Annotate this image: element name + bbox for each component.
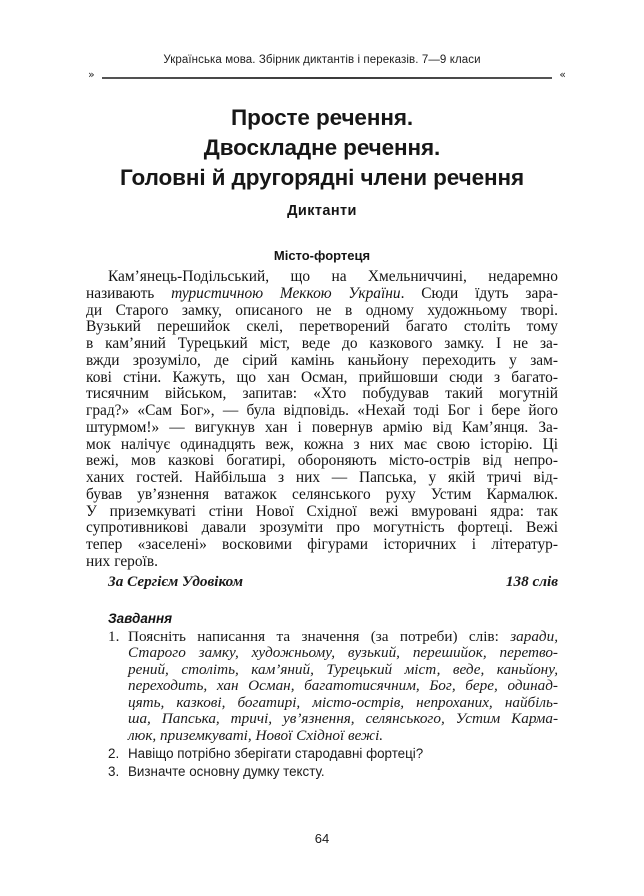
plain-text: ханих гостей. Найбільша з них — Папська, у якій тричі від- xyxy=(86,469,558,486)
page-number: 64 xyxy=(314,831,330,846)
plain-text: в кам’яний Турецький міст, веде до казкового замку. І не за- xyxy=(86,335,558,352)
plain-text: Вузький перешийок скелі, перетворений багато століть тому xyxy=(86,318,558,336)
text-line xyxy=(128,695,558,712)
page-title xyxy=(52,103,592,193)
task-number: 2. xyxy=(108,745,120,761)
page-title-line-2: Двоскладне речення. xyxy=(203,135,441,161)
plain-text: У приземкуваті стіни Нової Східної вежі вмуровані ядра: так xyxy=(86,502,558,520)
task-text xyxy=(128,763,558,781)
emphasis-text: ша, Папська, тричі, ув’язнення, селянського, Устим Карма- xyxy=(128,710,558,728)
text-line xyxy=(128,745,558,763)
text-line xyxy=(86,520,558,537)
header-rule xyxy=(88,68,566,83)
word-count: 138 слів xyxy=(505,572,558,590)
dictation-body xyxy=(86,269,558,571)
text-line xyxy=(128,728,558,745)
emphasis-text: рений, століть, кам’яний, Турецький міст, веде, каньйону, xyxy=(128,660,558,678)
page-title-line-1: Просте речення. xyxy=(231,105,413,131)
text-line xyxy=(86,537,558,554)
task-item xyxy=(108,745,558,763)
text-line xyxy=(86,437,558,454)
plain-text: вжди зрозуміло, де сірий камінь каньйону переходить у зам- xyxy=(86,351,558,369)
text-line xyxy=(86,386,558,403)
plain-text: . Сюди їдуть зара- xyxy=(400,284,558,302)
plain-text: ди Старого замку, описаного не в одному художньому творі. xyxy=(86,301,558,319)
emphasis-text: переходить, хан Осман, багатотисячним, Бог, бере, одинад- xyxy=(128,677,558,695)
task-number: 1. xyxy=(108,627,120,645)
chevron-right-icon: « xyxy=(559,68,566,81)
text-line xyxy=(128,645,558,662)
text-line xyxy=(128,763,558,781)
dictation-title: Місто-фортеця xyxy=(273,248,371,263)
text-line xyxy=(86,370,558,387)
plain-text: кові стіни. Кажуть, що хан Осман, прийшовши сюди з багато- xyxy=(86,368,558,386)
text-line xyxy=(128,662,558,679)
plain-text: супротивникові давали зрозуміти про могутність фортеці. Вежі xyxy=(86,519,558,537)
text-line xyxy=(86,303,558,320)
text-line xyxy=(86,336,558,353)
task-text xyxy=(128,745,558,763)
plain-text: Поясніть написання та значення (за потреби) слів: xyxy=(128,627,511,645)
text-line xyxy=(86,453,558,470)
section-heading: Диктанти xyxy=(287,203,357,219)
text-line xyxy=(86,319,558,336)
tasks-list xyxy=(108,629,558,781)
text-line xyxy=(86,269,558,286)
task-item xyxy=(108,763,558,781)
plain-text: них героїв. xyxy=(86,552,158,570)
plain-text: Навіщо потрібно зберігати стародавні фортеці? xyxy=(128,745,424,761)
plain-text: штурмом!» — вигукнув хан і повернув армію від Кам’янця. За- xyxy=(86,418,558,436)
content-area xyxy=(86,248,558,781)
plain-text: град?» «Сам Бог», — була відповідь. «Нехай тоді Бог і бере його xyxy=(86,402,558,419)
text-line xyxy=(128,711,558,728)
emphasis-text: туристичною Меккою України xyxy=(171,284,401,302)
text-line xyxy=(86,487,558,504)
plain-text: мок налічує одинадцять веж, кожна з них має свою історію. Ці xyxy=(86,435,558,453)
text-line xyxy=(86,403,558,420)
plain-text: тепер «заселені» восковими фігурами історичних і літератур- xyxy=(86,536,558,553)
task-item xyxy=(108,629,558,745)
text-line xyxy=(86,504,558,521)
chevron-left-icon: » xyxy=(88,68,95,81)
text-line xyxy=(86,470,558,487)
tasks-heading: Завдання xyxy=(108,610,173,626)
text-line xyxy=(86,554,558,571)
plain-text: тисячним військом, запитав: «Хто побудував такий могутній xyxy=(86,385,558,403)
header-rule-line xyxy=(102,77,552,79)
plain-text: Кам’янець-Подільський, що на Хмельниччині, недаремно xyxy=(108,268,558,285)
text-line xyxy=(128,629,558,646)
text-line xyxy=(86,286,558,303)
plain-text: Визначте основну думку тексту. xyxy=(128,763,325,779)
emphasis-text: люк, приземкуваті, Нової Східної вежі. xyxy=(128,727,384,745)
plain-text: називають xyxy=(86,284,172,302)
text-line xyxy=(86,420,558,437)
tasks-section xyxy=(86,611,558,781)
plain-text: вежі, мов казкові богатирі, обороняють місто-острів від непро- xyxy=(86,452,558,470)
text-line xyxy=(128,678,558,695)
emphasis-text: Старого замку, художньому, вузький, перешийок, перетво- xyxy=(128,644,558,662)
page-title-line-3: Головні й другорядні члени речення xyxy=(119,165,524,191)
text-line xyxy=(86,353,558,370)
emphasis-text: заради, xyxy=(510,627,558,645)
source-attribution: За Сергієм Удовіком xyxy=(108,572,244,590)
running-head: Українська мова. Збірник диктантів і переказів. 7—9 класи xyxy=(163,54,481,66)
plain-text: бував ув’язнення ватажок селянського руху Устим Кармалюк. xyxy=(86,485,558,503)
task-number: 3. xyxy=(108,763,120,779)
emphasis-text: цять, казкові, богатирі, місто-острів, непроханих, найбіль- xyxy=(128,693,558,711)
task-text xyxy=(128,629,558,745)
source-row xyxy=(86,573,558,591)
